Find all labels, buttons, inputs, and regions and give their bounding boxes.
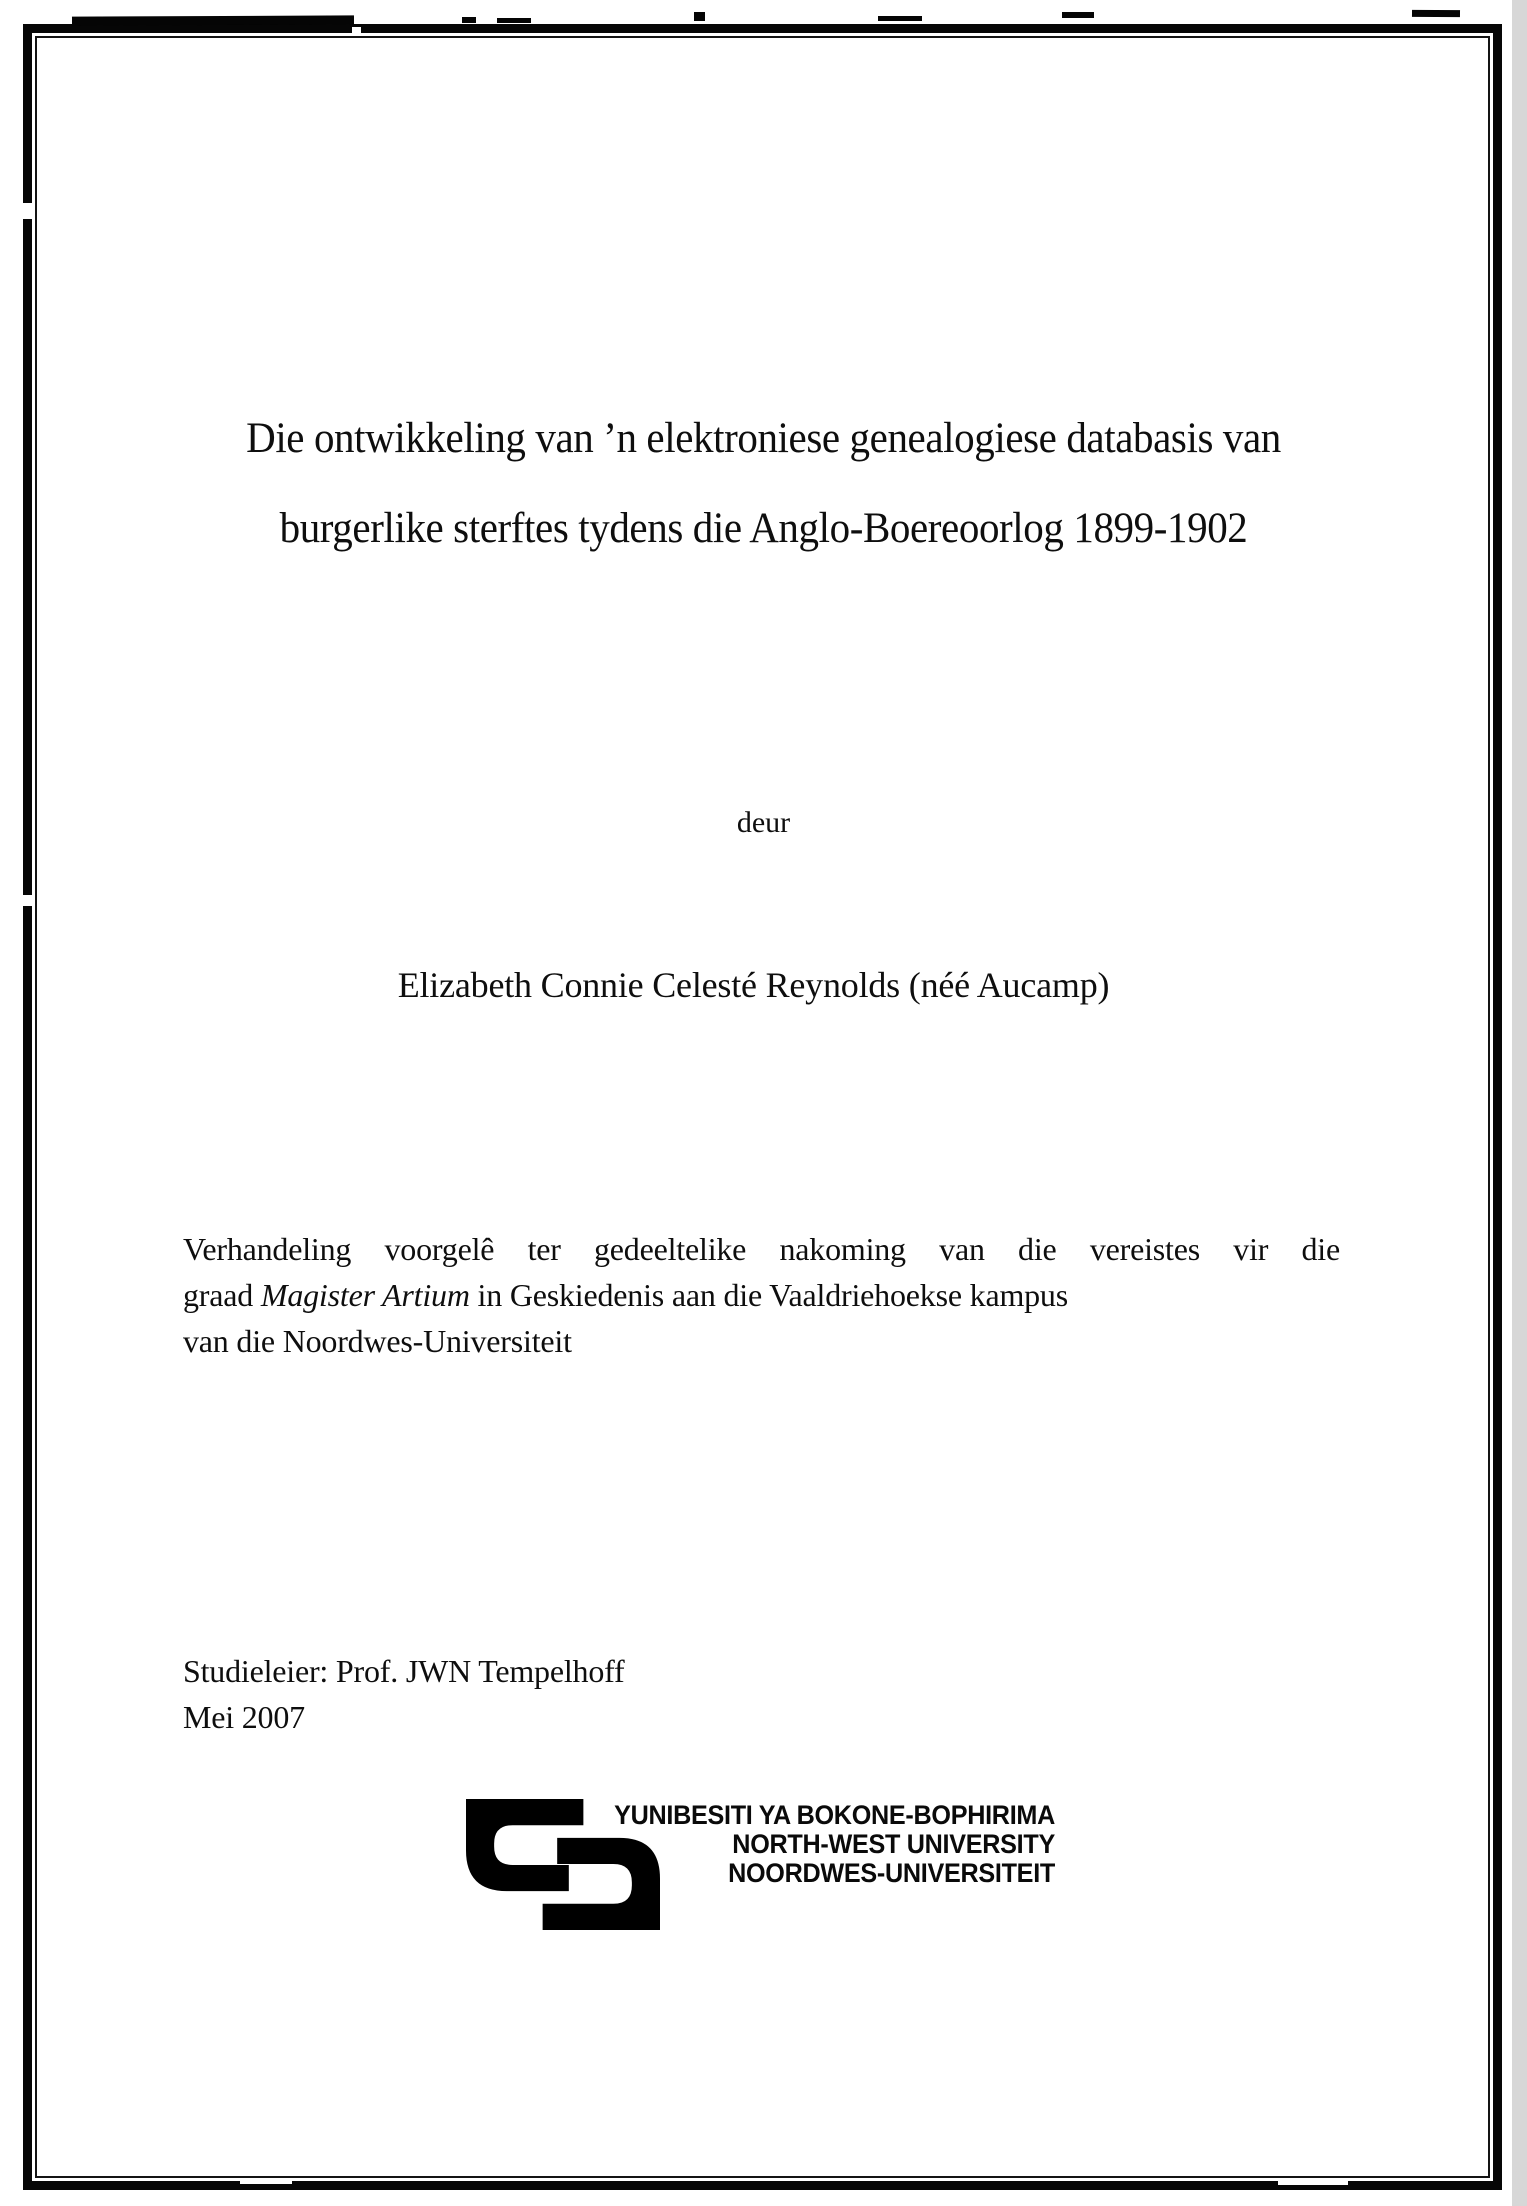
scan-dropout <box>21 203 33 219</box>
scan-noise-streak <box>72 15 354 25</box>
author-name: Elizabeth Connie Celesté Reynolds (néé Aucamp) <box>397 965 1110 1005</box>
scan-noise-streak <box>497 18 531 23</box>
scan-noise-streak <box>878 16 922 21</box>
thesis-title-line1: Die ontwikkeling van ’n elektroniese genealogiese databasis van <box>246 412 1281 462</box>
degree-statement-line1: Verhandeling voorgelê ter gedeeltelike nakoming van die vereistes vir die <box>183 1231 1340 1267</box>
thesis-title <box>90 392 1437 572</box>
degree-statement-line3: van die Noordwes-Universiteit <box>183 1323 572 1359</box>
scan-noise-streak <box>1062 12 1094 18</box>
degree-statement-line2-pre: graad <box>183 1277 261 1313</box>
degree-statement-line2-post: in Geskiedenis aan die Vaaldriehoekse kampus <box>469 1277 1068 1313</box>
degree-statement-line2 <box>183 1272 1340 1318</box>
scan-dropout <box>240 2180 292 2184</box>
scan-noise-streak <box>694 12 705 21</box>
degree-statement <box>183 1226 1340 1364</box>
supervisor-line: Studieleier: Prof. JWN Tempelhoff <box>183 1653 625 1689</box>
scan-dropout <box>21 895 33 906</box>
scan-edge-artifact <box>1512 0 1527 2206</box>
scan-dropout <box>1278 2181 1348 2185</box>
supervisor-block <box>183 1648 624 1740</box>
logo-text-english: NORTH-WEST UNIVERSITY <box>732 1829 1055 1859</box>
logo-text-setswana: YUNIBESITI YA BOKONE-BOPHIRIMA <box>614 1800 1055 1830</box>
degree-name-italic: Magister Artium <box>260 1277 470 1313</box>
byline-deur: deur <box>736 806 791 839</box>
scan-noise-streak <box>462 17 476 23</box>
date-line: Mei 2007 <box>183 1699 305 1735</box>
university-logo-text <box>609 1801 1056 1888</box>
logo-text-afrikaans: NOORDWES-UNIVERSITEIT <box>728 1858 1055 1888</box>
scan-dropout <box>352 27 361 34</box>
scan-noise-streak <box>1412 10 1460 17</box>
thesis-title-line2: burgerlike sterftes tydens die Anglo-Boereoorlog 1899-1902 <box>279 502 1248 552</box>
